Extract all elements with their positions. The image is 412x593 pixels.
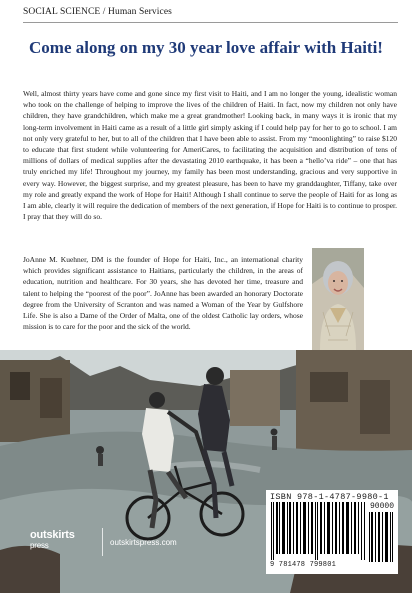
barcode-digits: 9 781478 799801	[270, 561, 337, 569]
price-code: 90000	[370, 502, 395, 511]
logo-divider	[102, 528, 103, 556]
isbn-label: ISBN 978-1-4787-9980-1	[270, 492, 389, 502]
publisher-name: outskirts	[30, 529, 75, 541]
blurb-text: Well, almost thirty years have come and gone since my first visit to Haiti, and I am no longer the young, idealistic woman who took on the challenge of helping to improve the lives of the children of Haiti. In fact, now my children not only have children, they have grandchildren, which make me a great grandmother! Looking back, in many ways it is ironic that my long-term involvement in Haiti came as a result of a little girl simply asking if I could help pay for her to go to school. I am not only very grateful to her, but to all of the children that I have been able to assist. From my “moonlighting” to raise $120 to educate that first student while volunteering for AmeriCares, to facilitating the acquisition and distribution of tens of millions of dollars of medical supplies after the devastating 2010 earthquake, it has been a “hello’va ride” – one that has truly enriched my life! Throughout my journey, my family has been most understanding, gracious and very supportive in every way. However, the biggest surprise, and my greatest pleasure, has been to have my granddaughter, Tiffany, take over my role and greatly expand the work of Hope for Haiti! Although I shall continue to serve the people of Haiti for as long as I am able, clearly it will require the dedication of members of the next generation, if Hope for Haiti is to continue to prosper. I pray that they will do so.	[23, 89, 397, 222]
category-label: SOCIAL SCIENCE / Human Services	[23, 7, 172, 17]
author-portrait	[312, 248, 364, 350]
headline: Come along on my 30 year love affair with Haiti!	[29, 38, 383, 57]
author-bio: JoAnne M. Kuehner, DM is the founder of Hope for Haiti, Inc., an international charity which provides significant assistance to Haitians, particularly the children, in the areas of education, nutrition and healthcare. For 30 years, she has devoted her time, treasure and talent to helping the “poorest of the poor”. JoAnne has been awarded an honorary Doctorate degree from the University of Scranton and was named a Woman of the Year by Gulfshore Life. She is also a Dame of the Order of Malta, one of the oldest Catholic lay orders, whose mission is to care for the poor and the sick of the world.	[23, 255, 303, 332]
category-divider	[23, 22, 398, 23]
price-barcode-bars	[368, 512, 394, 562]
barcode-bars	[270, 502, 366, 560]
publisher-url: outskirtspress.com	[110, 538, 177, 547]
publisher-name-sub: press	[30, 541, 49, 550]
isbn-barcode	[266, 490, 398, 574]
publisher-logo	[30, 530, 75, 551]
